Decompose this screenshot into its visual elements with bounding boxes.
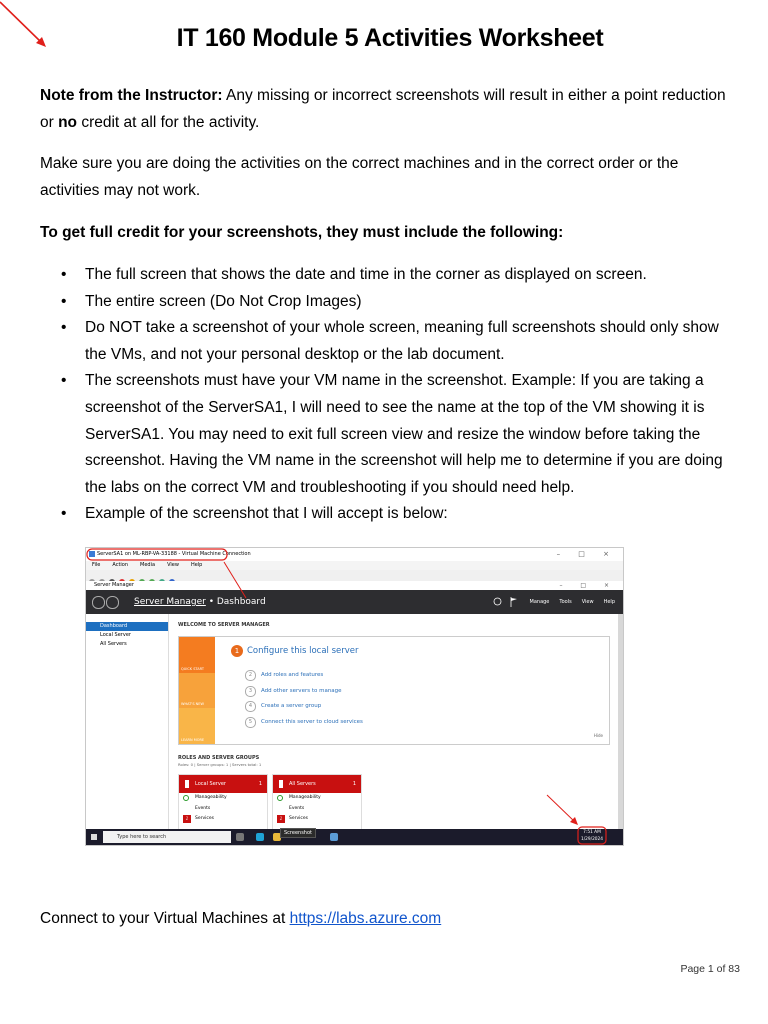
hide-link: Hide [593,733,603,738]
list-item [40,262,740,289]
instruction-paragraph: Make sure you are doing the activities on the correct machines and in the correct order or the activities may not work. [40,155,679,199]
breadcrumb-app: Server Manager [134,597,206,607]
step-label: Add roles and features [261,672,324,678]
bullet: • [61,505,67,523]
bullet: • [61,292,67,310]
list-item-text: The screenshots must have your VM name in the screenshot. Example: If you are taking a screenshot of the ServerSA1, I will need to see the name at the top of the VM showing it is ServerSA1. You may need to exit full screen view and resize the window before taking the screenshot. Having the VM name in the screenshot will help me to determine if you are doing the labs on the correct VM and troubleshooting if you should need help. [85,372,723,496]
note-label: Note from the Instructor: [40,87,223,104]
band-label: WHAT'S NEW [181,702,204,707]
vm-menu-help: Help [190,562,203,568]
connect-text: Connect to your Virtual Machines at [40,910,290,927]
step-number: 2 [245,670,256,681]
step-number: 5 [245,717,256,728]
list-item [40,501,740,528]
tile-title: All Servers [289,781,316,787]
vm-menu-file: File [92,562,101,568]
alert-badge: 1 [277,815,285,823]
tile-row-label: Events [195,805,211,811]
configure-label: Configure this local server [247,646,359,656]
vm-window-controls: – □ × [556,550,617,558]
vm-name-arrow [224,562,246,598]
step-number: 3 [245,686,256,697]
breadcrumb-page: Dashboard [216,597,266,607]
taskbar-search-placeholder: Type here to search [117,834,167,840]
tile-row-label: Manageability [195,795,227,800]
vm-name-highlight [87,549,227,560]
breadcrumb-separator: • [205,597,217,607]
sidebar-item-label: Local Server [100,632,131,638]
vm-menu-action: Action [112,562,129,568]
menu-view: View [581,599,594,605]
annotation-highlights [86,548,623,845]
note-text-2: credit at all for the activity. [77,114,260,131]
tile-count: 1 [258,781,262,787]
clock-time: 7:51 AM [583,830,601,835]
requirements-heading [40,219,735,246]
note-text-1: Any missing or incorrect screenshots will result in either a point reduction or [40,87,726,131]
tile-row-label: Services [289,816,308,821]
clock-highlight [578,827,606,844]
sm-window-title: Server Manager [94,582,134,588]
taskbar-tooltip: Screenshot [280,828,316,838]
tile-row-label: Manageability [289,795,321,800]
bullet: • [61,319,67,337]
list-item-text: Example of the screenshot that I will accept is below: [85,505,448,523]
clock-arrow [547,795,575,822]
bullet: • [61,266,67,283]
instructor-note [40,82,735,136]
sidebar-item-label: All Servers [100,641,127,647]
sm-window-controls: – □ × [559,582,617,589]
tile-count: 1 [352,781,356,787]
page-title: IT 160 Module 5 Activities Worksheet [176,24,604,52]
menu-manage: Manage [529,599,550,605]
tile-row-label: Events [289,805,305,811]
step-number: 4 [245,701,256,712]
step-number: 1 [231,645,243,657]
list-item [40,289,740,316]
note-emphasis: no [58,114,78,131]
list-item-text: Do NOT take a screenshot of your whole screen, meaning full screenshots should only show the VMs, and not your personal desktop or the lab document. [85,319,719,363]
sidebar-item-label: Dashboard [100,623,128,629]
step-label: Connect this server to cloud services [261,718,363,725]
vm-menu-media: Media [140,562,156,568]
connect-line [40,905,441,932]
menu-tools: Tools [559,599,572,605]
requirements-list [40,262,740,528]
tile-title: Local Server [195,781,226,787]
roles-summary: Roles: 0 | Server groups: 1 | Servers total: 1 [178,762,262,767]
list-item [40,315,740,368]
step-label: Create a server group [261,703,322,709]
requirements-heading-text: To get full credit for your screenshots, they must include the following: [40,224,564,241]
vm-menu-view: View [167,562,179,568]
page-number: Page 1 of 83 [680,963,740,975]
band-label: QUICK START [181,666,204,671]
clock-date: 1/29/2024 [580,836,604,842]
vm-title-text: ServerSA1 on ML-RBP-VA-33188 - Virtual Machine Connection [97,551,251,557]
list-item [40,368,740,501]
list-item-text: The entire screen (Do Not Crop Images) [85,292,362,310]
alert-badge: 1 [183,815,191,823]
roles-heading: ROLES AND SERVER GROUPS [178,755,260,761]
list-item-text: The full screen that shows the date and time in the corner as displayed on screen. [85,266,647,283]
menu-help: Help [603,599,615,605]
step-label: Add other servers to manage [261,687,342,694]
tile-row-label: Services [195,816,214,821]
azure-labs-link[interactable]: https://labs.azure.com [289,910,442,927]
example-screenshot [85,547,624,846]
band-label: LEARN MORE [181,737,205,742]
bullet: • [61,372,67,390]
welcome-heading: WELCOME TO SERVER MANAGER [178,622,270,628]
